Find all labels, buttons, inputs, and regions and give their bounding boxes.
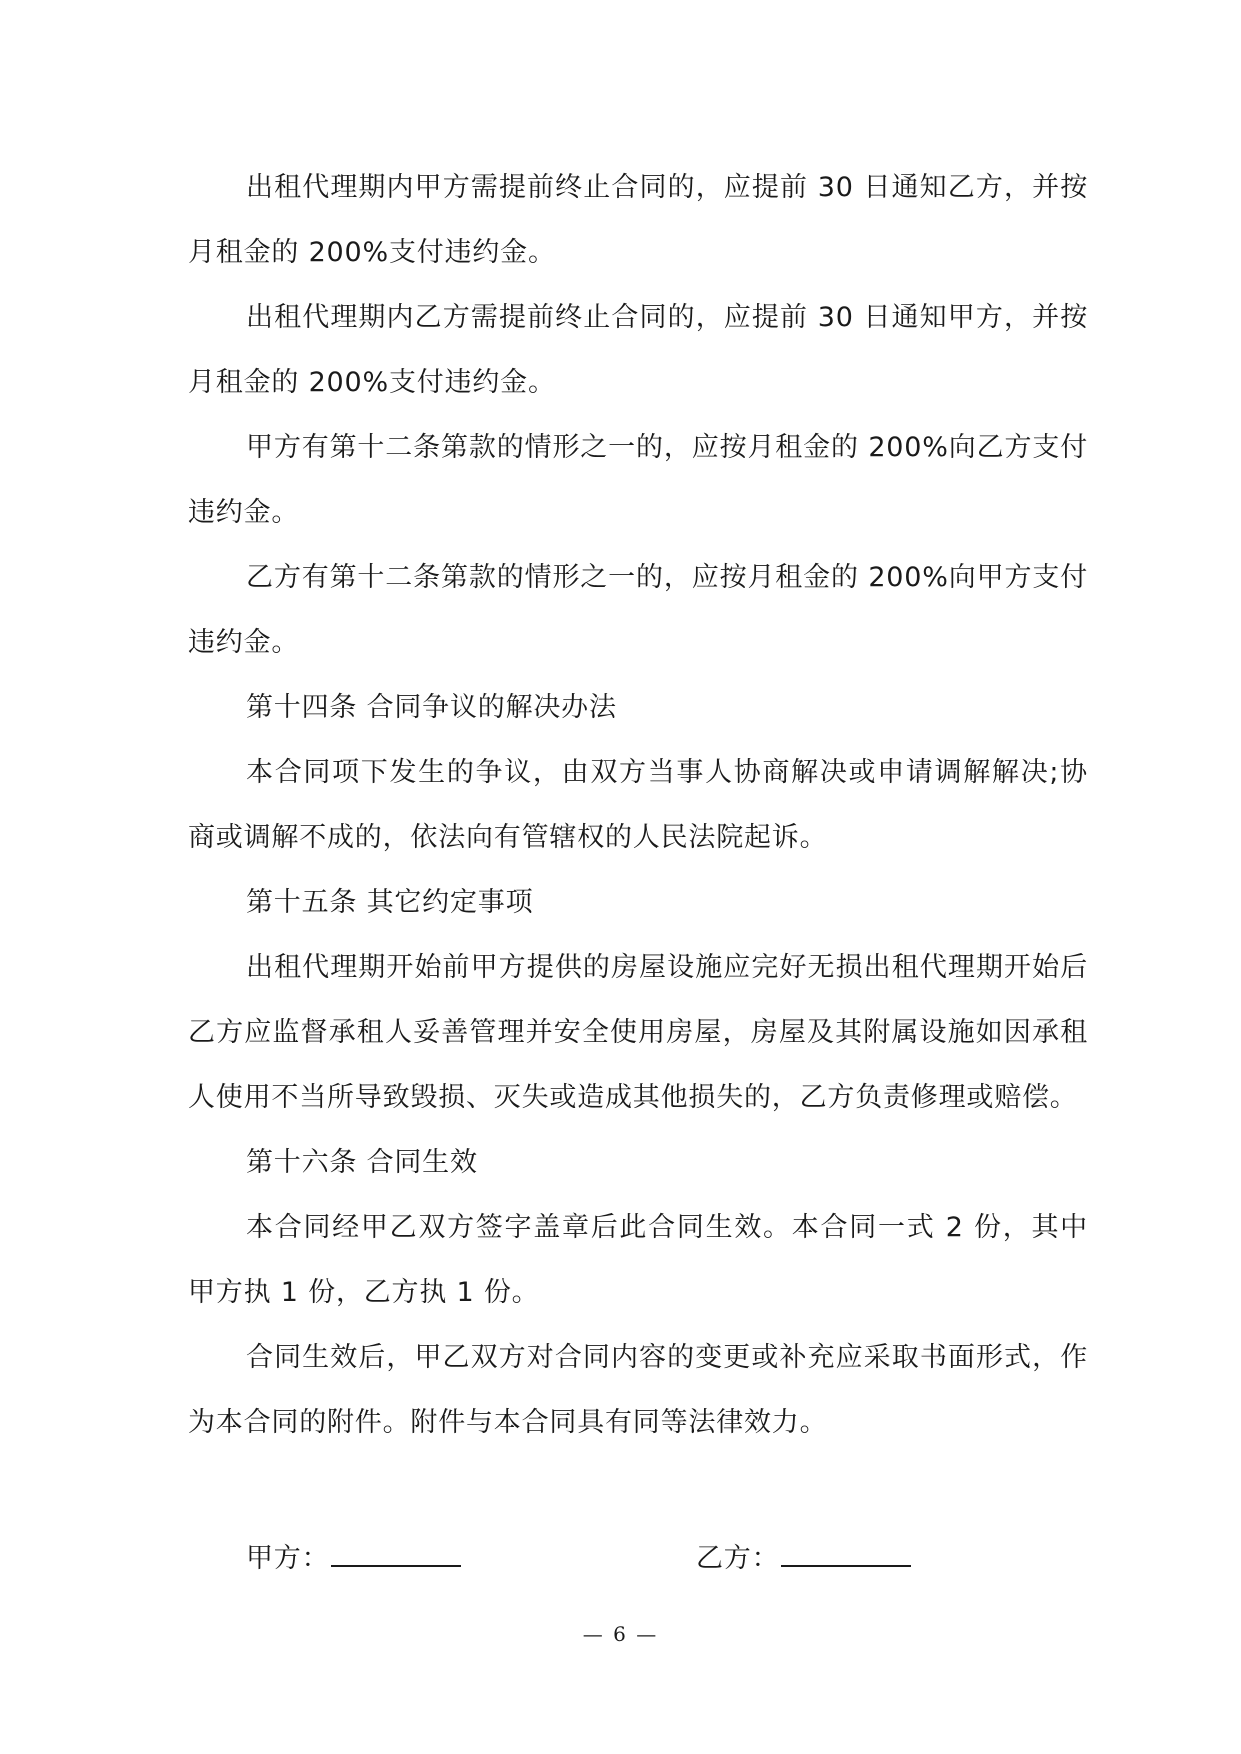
signature-party-b — [696, 1536, 911, 1575]
contract-body — [188, 155, 1088, 1455]
paragraph-penalty-party-a: 甲方有第十二条第款的情形之一的，应按月租金的 200%向乙方支付违约金。 — [188, 432, 1088, 528]
article-14-heading: 第十四条 合同争议的解决办法 — [246, 692, 617, 723]
page-number: — 6 — — [582, 1622, 659, 1646]
signature-block — [246, 1536, 966, 1576]
party-a-signature-line — [331, 1539, 461, 1567]
article-16-text-copies: 本合同经甲乙双方签字盖章后此合同生效。本合同一式 2 份，其中甲方执 1 份，乙方执 1 份。 — [188, 1212, 1088, 1308]
party-b-signature-line — [781, 1539, 911, 1567]
paragraph-penalty-party-b: 乙方有第十二条第款的情形之一的，应按月租金的 200%向甲方支付违约金。 — [188, 562, 1088, 658]
paragraph-early-termination-party-a: 出租代理期内甲方需提前终止合同的，应提前 30 日通知乙方，并按月租金的 200%支付违约金。 — [188, 172, 1088, 268]
article-16-heading: 第十六条 合同生效 — [246, 1147, 478, 1178]
paragraph-early-termination-party-b: 出租代理期内乙方需提前终止合同的，应提前 30 日通知甲方，并按月租金的 200%支付违约金。 — [188, 302, 1088, 398]
party-b-label: 乙方： — [696, 1543, 780, 1574]
party-a-label: 甲方： — [246, 1543, 330, 1574]
signature-party-a — [246, 1536, 461, 1575]
article-14-text: 本合同项下发生的争议，由双方当事人协商解决或申请调解解决;协商或调解不成的，依法向有管辖权的人民法院起诉。 — [188, 757, 1088, 853]
article-15-heading: 第十五条 其它约定事项 — [246, 887, 534, 918]
article-15-text: 出租代理期开始前甲方提供的房屋设施应完好无损出租代理期开始后乙方应监督承租人妥善管理并安全使用房屋，房屋及其附属设施如因承租人使用不当所导致毁损、灭失或造成其他损失的，乙方负责修理或赔偿。 — [188, 952, 1088, 1113]
article-16-text-amendments: 合同生效后，甲乙双方对合同内容的变更或补充应采取书面形式，作为本合同的附件。附件与本合同具有同等法律效力。 — [188, 1342, 1088, 1438]
